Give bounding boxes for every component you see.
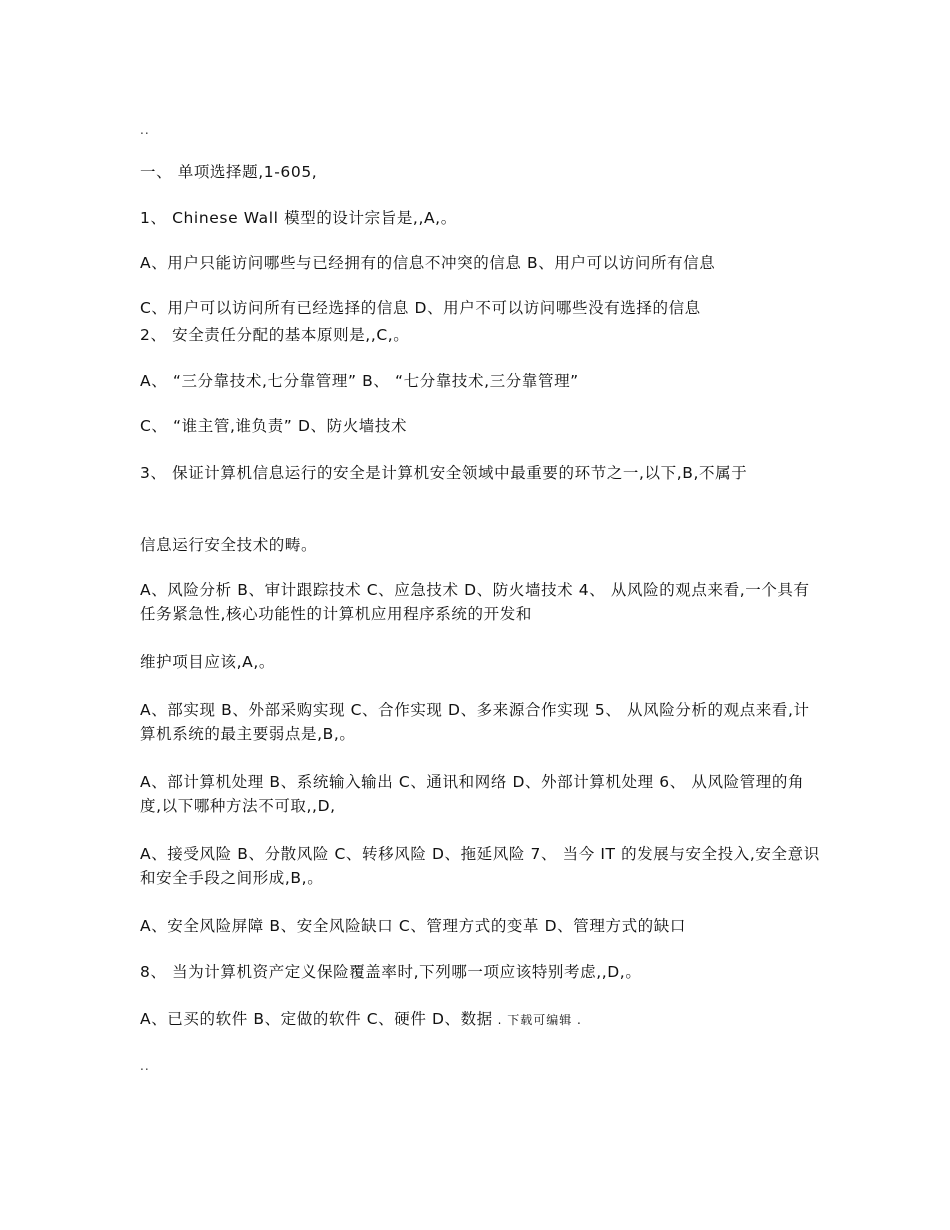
header-dots: .. — [140, 123, 150, 137]
question-3: 3、 保证计算机信息运行的安全是计算机安全领域中最重要的环节之一,以下,B,不属于 — [140, 464, 748, 482]
question-2-options-ab: A、 “三分靠技术,七分靠管理” B、 “七分靠技术,三分靠管理” — [140, 372, 579, 390]
question-8: 8、 当为计算机资产定义保险覆盖率时,下列哪一项应该特别考虑,,D,。 — [140, 963, 642, 981]
question-7-options: A、安全风险屏障 B、安全风险缺口 C、管理方式的变革 D、管理方式的缺口 — [140, 917, 686, 935]
question-2: 2、 安全责任分配的基本原则是,,C,。 — [140, 326, 410, 344]
download-note: . 下载可编辑 . — [492, 1013, 582, 1027]
question-8-options-text: A、已买的软件 B、定做的软件 C、硬件 D、数据 — [140, 1010, 493, 1028]
question-1-options-cd: C、用户可以访问所有已经选择的信息 D、用户不可以访问哪些没有选择的信息 — [140, 299, 701, 317]
question-8-options — [140, 1007, 820, 1032]
question-4-options-question-5: A、部实现 B、外部采购实现 C、合作实现 D、多来源合作实现 5、 从风险分析的观点来看,计算机系统的最主要弱点是,B,。 — [140, 701, 810, 743]
question-4-continued: 维护项目应该,A,。 — [140, 653, 275, 671]
question-1-options-ab: A、用户只能访问哪些与已经拥有的信息不冲突的信息 B、用户可以访问所有信息 — [140, 254, 716, 272]
question-3-options-question-4: A、风险分析 B、审计跟踪技术 C、应急技术 D、防火墙技术 4、 从风险的观点来看,一个具有任务紧急性,核心功能性的计算机应用程序系统的开发和 — [140, 581, 810, 623]
section-title: 一、 单项选择题,1-605, — [140, 163, 318, 181]
question-6-options-question-7: A、接受风险 B、分散风险 C、转移风险 D、拖延风险 7、 当今 IT 的发展与安全投入,安全意识和安全手段之间形成,B,。 — [140, 845, 820, 887]
question-5-options-question-6: A、部计算机处理 B、系统输入输出 C、通讯和网络 D、外部计算机处理 6、 从风险管理的角度,以下哪种方法不可取,,D, — [140, 773, 805, 815]
footer-dots: .. — [140, 1059, 150, 1073]
question-1: 1、 Chinese Wall 模型的设计宗旨是,,A,。 — [140, 209, 457, 227]
question-2-options-cd: C、 “谁主管,谁负责” D、防火墙技术 — [140, 417, 408, 435]
question-3-continued: 信息运行安全技术的畴。 — [140, 536, 318, 554]
